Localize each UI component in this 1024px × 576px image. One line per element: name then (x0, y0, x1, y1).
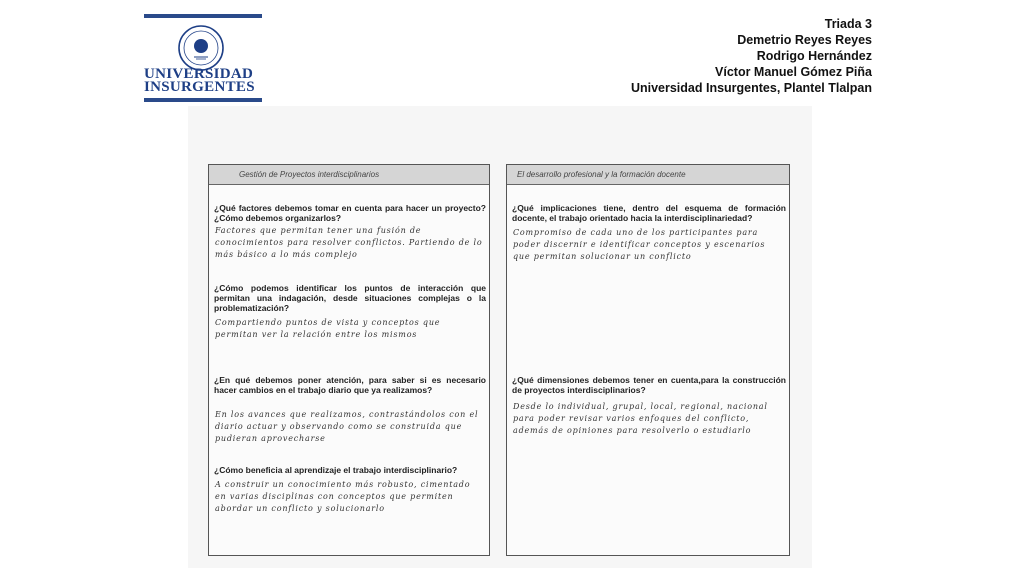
institution: Universidad Insurgentes, Plantel Tlalpan (630, 81, 872, 95)
left-question-3: ¿En qué debemos poner atención, para saber si es necesario hacer cambios en el trabajo diario que ya realizamos? (214, 375, 486, 395)
left-answer-3: En los avances que realizamos, contrastándolos con el diario actuar y observando como se construida que pudieran aprovecharse (215, 410, 479, 443)
university-seal-icon (177, 24, 225, 72)
left-question-1: ¿Qué factores debemos tomar en cuenta para hacer un proyecto? ¿Cómo debemos organizarlos? (214, 203, 486, 223)
left-answer-4: A construir un conocimiento más robusto, cimentado en varias disciplinas con conceptos que permiten abordar un conflicto y solucionarlo (215, 480, 471, 513)
left-panel-header: Gestión de Proyectos interdisciplinarios (209, 165, 489, 185)
university-logo (144, 14, 262, 104)
left-answer-2: Compartiendo puntos de vista y conceptos que permitan ver la relación entre los mismos (215, 318, 441, 339)
right-question-1: ¿Qué implicaciones tiene, dentro del esquema de formación docente, el trabajo orientado hacia la interdisciplinariedad? (512, 203, 786, 223)
logo-top-bar (144, 14, 262, 18)
logo-line-1: UNIVERSIDAD (144, 66, 254, 82)
left-question-4: ¿Cómo beneficia al aprendizaje el trabajo interdisciplinario? (214, 465, 458, 475)
left-panel (208, 164, 490, 556)
left-question-2: ¿Cómo podemos identificar los puntos de interacción que permitan una indagación, desde situaciones complejas o la problematización? (214, 283, 486, 313)
scanned-worksheet (188, 106, 812, 568)
right-panel (506, 164, 790, 556)
right-answer-2: Desde lo individual, grupal, local, regional, nacional para poder revisar varios enfoques del conflicto, además de opiniones para resolverlo o estudiarlo (513, 402, 768, 435)
right-panel-header: El desarrollo profesional y la formación docente (507, 165, 789, 185)
right-answer-1: Compromiso de cada uno de los participantes para poder discernir e identificar conceptos y escenarios que permitan solucionar un conflicto (513, 228, 766, 261)
left-answer-1: Factores que permitan tener una fusión de conocimientos para resolver conflictos. Partiendo de lo más básico a lo más complejo (215, 226, 483, 259)
right-question-2: ¿Qué dimensiones debemos tener en cuenta,para la construcción de proyectos interdisciplinarios? (512, 375, 786, 395)
logo-bottom-bar (144, 98, 262, 102)
author-3: Víctor Manuel Gómez Piña (715, 65, 872, 79)
logo-wordmark (144, 68, 262, 94)
author-2: Rodrigo Hernández (756, 49, 872, 63)
logo-line-2: INSURGENTES (144, 79, 255, 95)
author-1: Demetrio Reyes Reyes (737, 33, 872, 47)
author-block (631, 16, 872, 96)
team-name: Triada 3 (824, 17, 872, 31)
